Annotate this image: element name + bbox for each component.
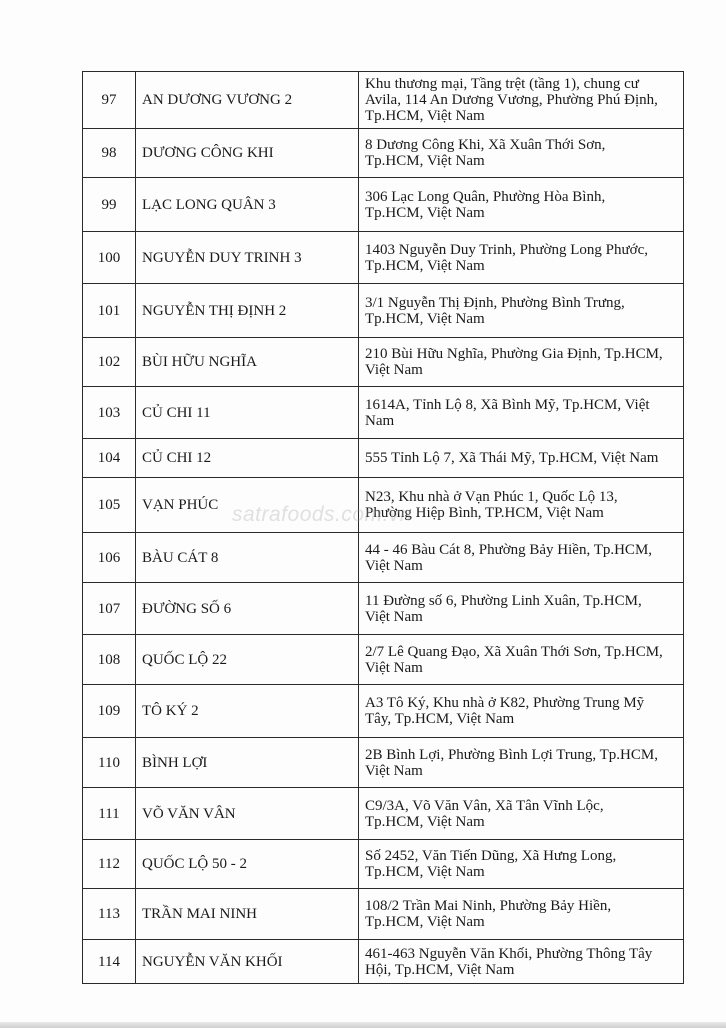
store-name: VÕ VĂN VÂN	[136, 788, 359, 840]
table-row	[83, 439, 684, 478]
address-line: 108/2 Trần Mai Ninh, Phường Bảy Hiền,	[365, 898, 612, 914]
address-line: 8 Dương Công Khi, Xã Xuân Thới Sơn,	[365, 137, 606, 153]
address-line: Avila, 114 An Dương Vương, Phường Phú Định,	[365, 92, 658, 108]
store-address	[359, 738, 684, 788]
row-number: 113	[83, 889, 136, 940]
store-name: BÙI HỮU NGHĨA	[136, 338, 359, 387]
address-line: Số 2452, Văn Tiến Dũng, Xã Hưng Long,	[365, 848, 617, 864]
address-line: 210 Bùi Hữu Nghĩa, Phường Gia Định, Tp.HCM,	[365, 346, 663, 362]
store-address	[359, 439, 684, 478]
row-number: 102	[83, 338, 136, 387]
row-number: 109	[83, 685, 136, 738]
store-name: LẠC LONG QUÂN 3	[136, 178, 359, 232]
store-address	[359, 284, 684, 338]
address-line: 555 Tỉnh Lộ 7, Xã Thái Mỹ, Tp.HCM, Việt Nam	[365, 450, 659, 466]
store-name: CỦ CHI 11	[136, 387, 359, 439]
row-number: 100	[83, 232, 136, 284]
watermark: satrafoods.com.vn	[232, 503, 413, 526]
table-row	[83, 840, 684, 889]
store-address	[359, 583, 684, 635]
store-name: AN DƯƠNG VƯƠNG 2	[136, 72, 359, 129]
table-row	[83, 129, 684, 178]
row-number: 106	[83, 533, 136, 583]
table-row	[83, 478, 684, 533]
address-line: Tp.HCM, Việt Nam	[365, 864, 485, 880]
table-row	[83, 940, 684, 984]
store-name: BÌNH LỢI	[136, 738, 359, 788]
store-name: NGUYỄN THỊ ĐỊNH 2	[136, 284, 359, 338]
address-line: Tp.HCM, Việt Nam	[365, 153, 485, 169]
table-row	[83, 788, 684, 840]
table-row	[83, 889, 684, 940]
store-address	[359, 533, 684, 583]
row-number: 98	[83, 129, 136, 178]
table-row	[83, 738, 684, 788]
address-line: Nam	[365, 412, 395, 429]
store-name: TÔ KÝ 2	[136, 685, 359, 738]
address-line: Việt Nam	[365, 762, 423, 779]
table-row	[83, 178, 684, 232]
address-line: 1403 Nguyễn Duy Trinh, Phường Long Phước,	[365, 241, 648, 258]
address-line: Tp.HCM, Việt Nam	[365, 204, 485, 221]
address-line: Việt Nam	[365, 362, 423, 378]
store-address	[359, 940, 684, 984]
address-line: C9/3A, Võ Văn Vân, Xã Tân Vĩnh Lộc,	[365, 797, 604, 814]
address-line: Phường Hiệp Bình, TP.HCM, Việt Nam	[365, 505, 604, 521]
row-number: 97	[83, 72, 136, 129]
store-address	[359, 840, 684, 889]
table-row	[83, 635, 684, 685]
store-address	[359, 178, 684, 232]
store-address	[359, 387, 684, 439]
table-row	[83, 232, 684, 284]
address-line: 11 Đường số 6, Phường Linh Xuân, Tp.HCM,	[365, 592, 642, 609]
address-line: 461-463 Nguyễn Văn Khối, Phường Thông Tây	[365, 945, 653, 962]
store-name: QUỐC LỘ 50 - 2	[136, 840, 359, 889]
store-address	[359, 478, 684, 533]
row-number: 99	[83, 178, 136, 232]
store-name: TRẦN MAI NINH	[136, 889, 359, 940]
store-list-table	[82, 71, 684, 984]
address-line: Hội, Tp.HCM, Việt Nam	[365, 961, 515, 978]
address-line: 44 - 46 Bàu Cát 8, Phường Bảy Hiền, Tp.HCM,	[365, 541, 653, 558]
address-line: 2/7 Lê Quang Đạo, Xã Xuân Thới Sơn, Tp.HCM,	[365, 643, 663, 660]
address-line: 1614A, Tỉnh Lộ 8, Xã Bình Mỹ, Tp.HCM, Việt	[365, 396, 650, 413]
address-line: Tp.HCM, Việt Nam	[365, 310, 485, 327]
row-number: 101	[83, 284, 136, 338]
address-line: Tp.HCM, Việt Nam	[365, 914, 485, 930]
address-line: Việt Nam	[365, 608, 423, 625]
row-number: 111	[83, 788, 136, 840]
store-name: CỦ CHI 12	[136, 439, 359, 478]
store-address	[359, 889, 684, 940]
address-line: N23, Khu nhà ở Vạn Phúc 1, Quốc Lộ 13,	[365, 489, 618, 505]
address-line: 2B Bình Lợi, Phường Bình Lợi Trung, Tp.HCM,	[365, 746, 658, 763]
page-edge	[0, 1022, 726, 1028]
store-name: ĐƯỜNG SỐ 6	[136, 583, 359, 635]
table-row	[83, 583, 684, 635]
store-name: BÀU CÁT 8	[136, 533, 359, 583]
row-number: 107	[83, 583, 136, 635]
table-row	[83, 533, 684, 583]
store-name: QUỐC LỘ 22	[136, 635, 359, 685]
store-name: DƯƠNG CÔNG KHI	[136, 129, 359, 178]
address-line: Khu thương mại, Tầng trệt (tầng 1), chung cư	[365, 76, 639, 92]
row-number: 103	[83, 387, 136, 439]
address-line: Tp.HCM, Việt Nam	[365, 813, 485, 830]
row-number: 105	[83, 478, 136, 533]
store-name: NGUYỄN DUY TRINH 3	[136, 232, 359, 284]
address-line: Tp.HCM, Việt Nam	[365, 108, 485, 124]
store-address	[359, 685, 684, 738]
row-number: 104	[83, 439, 136, 478]
address-line: 3/1 Nguyễn Thị Định, Phường Bình Trưng,	[365, 294, 625, 311]
store-address	[359, 72, 684, 129]
address-line: 306 Lạc Long Quân, Phường Hòa Bình,	[365, 188, 606, 205]
row-number: 108	[83, 635, 136, 685]
table-row	[83, 72, 684, 129]
store-name: VẠN PHÚC	[136, 478, 359, 533]
table-row	[83, 387, 684, 439]
table-row	[83, 685, 684, 738]
address-line: Việt Nam	[365, 659, 423, 676]
address-line: Tây, Tp.HCM, Việt Nam	[365, 711, 515, 727]
row-number: 110	[83, 738, 136, 788]
store-address	[359, 635, 684, 685]
row-number: 112	[83, 840, 136, 889]
store-address	[359, 129, 684, 178]
store-name: NGUYỄN VĂN KHỐI	[136, 940, 359, 984]
store-address	[359, 232, 684, 284]
address-line: A3 Tô Ký, Khu nhà ở K82, Phường Trung Mỹ	[365, 695, 645, 711]
address-line: Tp.HCM, Việt Nam	[365, 257, 485, 274]
row-number: 114	[83, 940, 136, 984]
table-row	[83, 338, 684, 387]
store-address	[359, 788, 684, 840]
table-row	[83, 284, 684, 338]
address-line: Việt Nam	[365, 557, 423, 574]
store-address	[359, 338, 684, 387]
